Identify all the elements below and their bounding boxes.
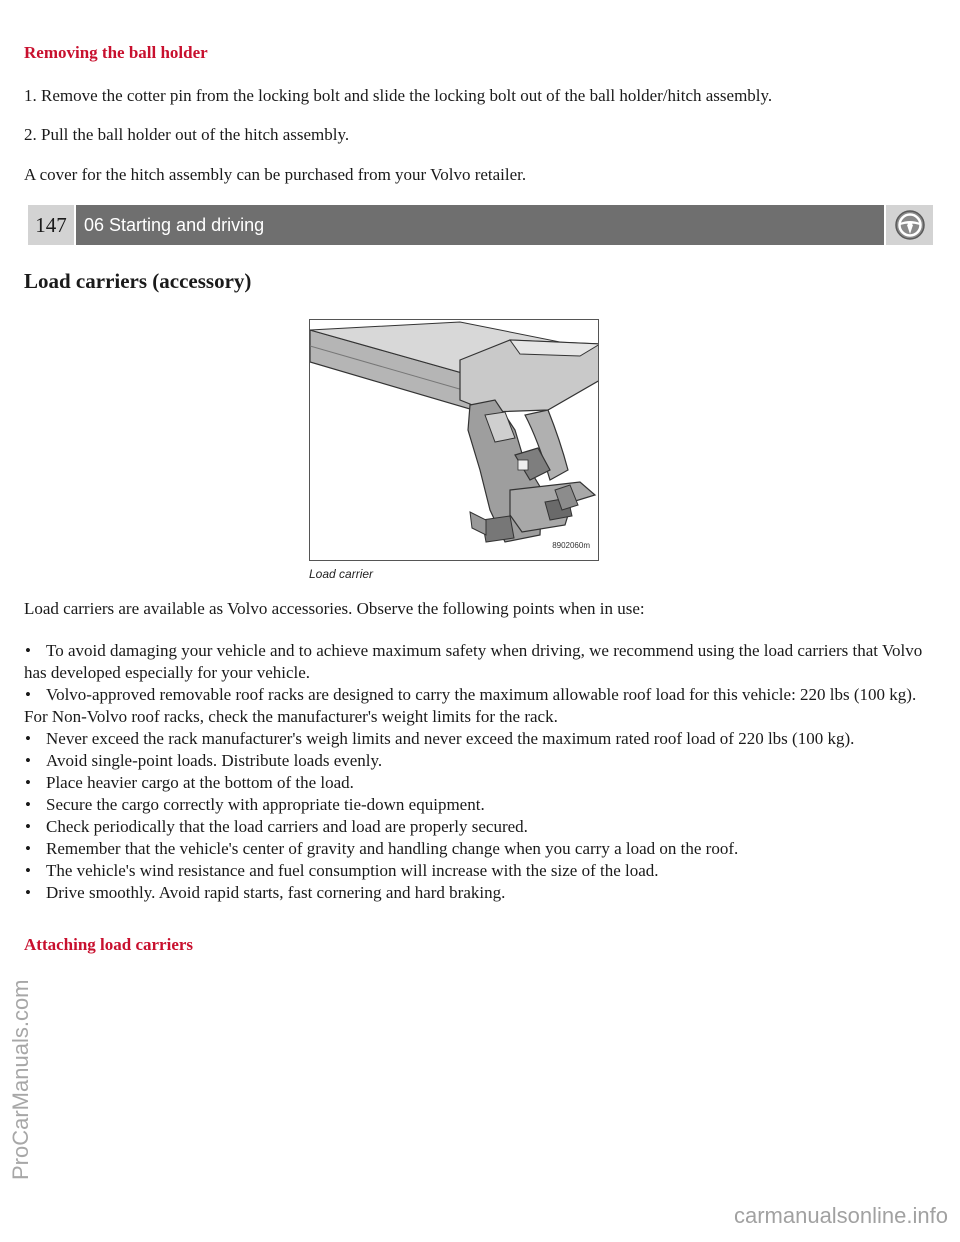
bullet-list xyxy=(24,640,924,904)
list-item: • Place heavier cargo at the bottom of the load. xyxy=(25,773,354,792)
chapter-icon-box xyxy=(886,205,933,245)
chapter-title: 06 Starting and driving xyxy=(76,205,884,245)
figure-code: 8902060m xyxy=(552,541,590,550)
bullet-icon: • xyxy=(25,729,31,748)
bullet-icon: • xyxy=(25,861,31,880)
list-item: • Secure the cargo correctly with appropriate tie-down equipment. xyxy=(25,795,485,814)
load-carrier-illustration xyxy=(310,320,599,561)
list-item: • To avoid damaging your vehicle and to achieve maximum safety when driving, we recommend using the load carriers that Volvo has developed especially for your vehicle. xyxy=(24,641,923,682)
bullet-icon: • xyxy=(25,641,31,660)
step-2-text: 2. Pull the ball holder out of the hitch assembly. xyxy=(24,125,350,144)
section-heading-removing-ball-holder: Removing the ball holder xyxy=(24,43,208,62)
cover-note-text: A cover for the hitch assembly can be purchased from your Volvo retailer. xyxy=(24,165,527,184)
list-item: • The vehicle's wind resistance and fuel consumption will increase with the size of the load. xyxy=(25,861,659,880)
intro-text: Load carriers are available as Volvo accessories. Observe the following points when in use: xyxy=(24,599,645,618)
bullet-icon: • xyxy=(25,883,31,902)
step-1-text: 1. Remove the cotter pin from the locking bolt and slide the locking bolt out of the ball holder/hitch assembly. xyxy=(24,86,773,105)
steering-wheel-icon xyxy=(894,209,926,241)
section-heading-attaching-load-carriers: Attaching load carriers xyxy=(24,935,194,954)
bullet-icon: • xyxy=(25,685,31,704)
page-number: 147 xyxy=(28,205,74,245)
list-item: • Check periodically that the load carriers and load are properly secured. xyxy=(25,817,528,836)
chapter-header-bar xyxy=(28,205,933,245)
list-item: • Drive smoothly. Avoid rapid starts, fast cornering and hard braking. xyxy=(25,883,506,902)
figure-caption: Load carrier xyxy=(309,567,374,581)
list-item: • Volvo-approved removable roof racks are designed to carry the maximum allowable roof load for this vehicle: 220 lbs (100 kg). For Non-Volvo roof racks, check the manufacturer's weight limits for the rack. xyxy=(24,685,917,726)
bullet-icon: • xyxy=(25,773,31,792)
bullet-icon: • xyxy=(25,795,31,814)
list-item: • Remember that the vehicle's center of gravity and handling change when you carry a load on the roof. xyxy=(25,839,739,858)
bullet-icon: • xyxy=(25,751,31,770)
watermark-left: ProCarManuals.com xyxy=(8,979,33,1180)
watermark-bottom: carmanualsonline.info xyxy=(733,1203,948,1228)
bullet-icon: • xyxy=(25,839,31,858)
page-title: Load carriers (accessory) xyxy=(24,269,252,293)
list-item: • Avoid single-point loads. Distribute loads evenly. xyxy=(25,751,383,770)
bullet-icon: • xyxy=(25,817,31,836)
list-item: • Never exceed the rack manufacturer's weigh limits and never exceed the maximum rated roof load of 220 lbs (100 kg). xyxy=(25,729,855,748)
load-carrier-figure xyxy=(309,319,599,561)
